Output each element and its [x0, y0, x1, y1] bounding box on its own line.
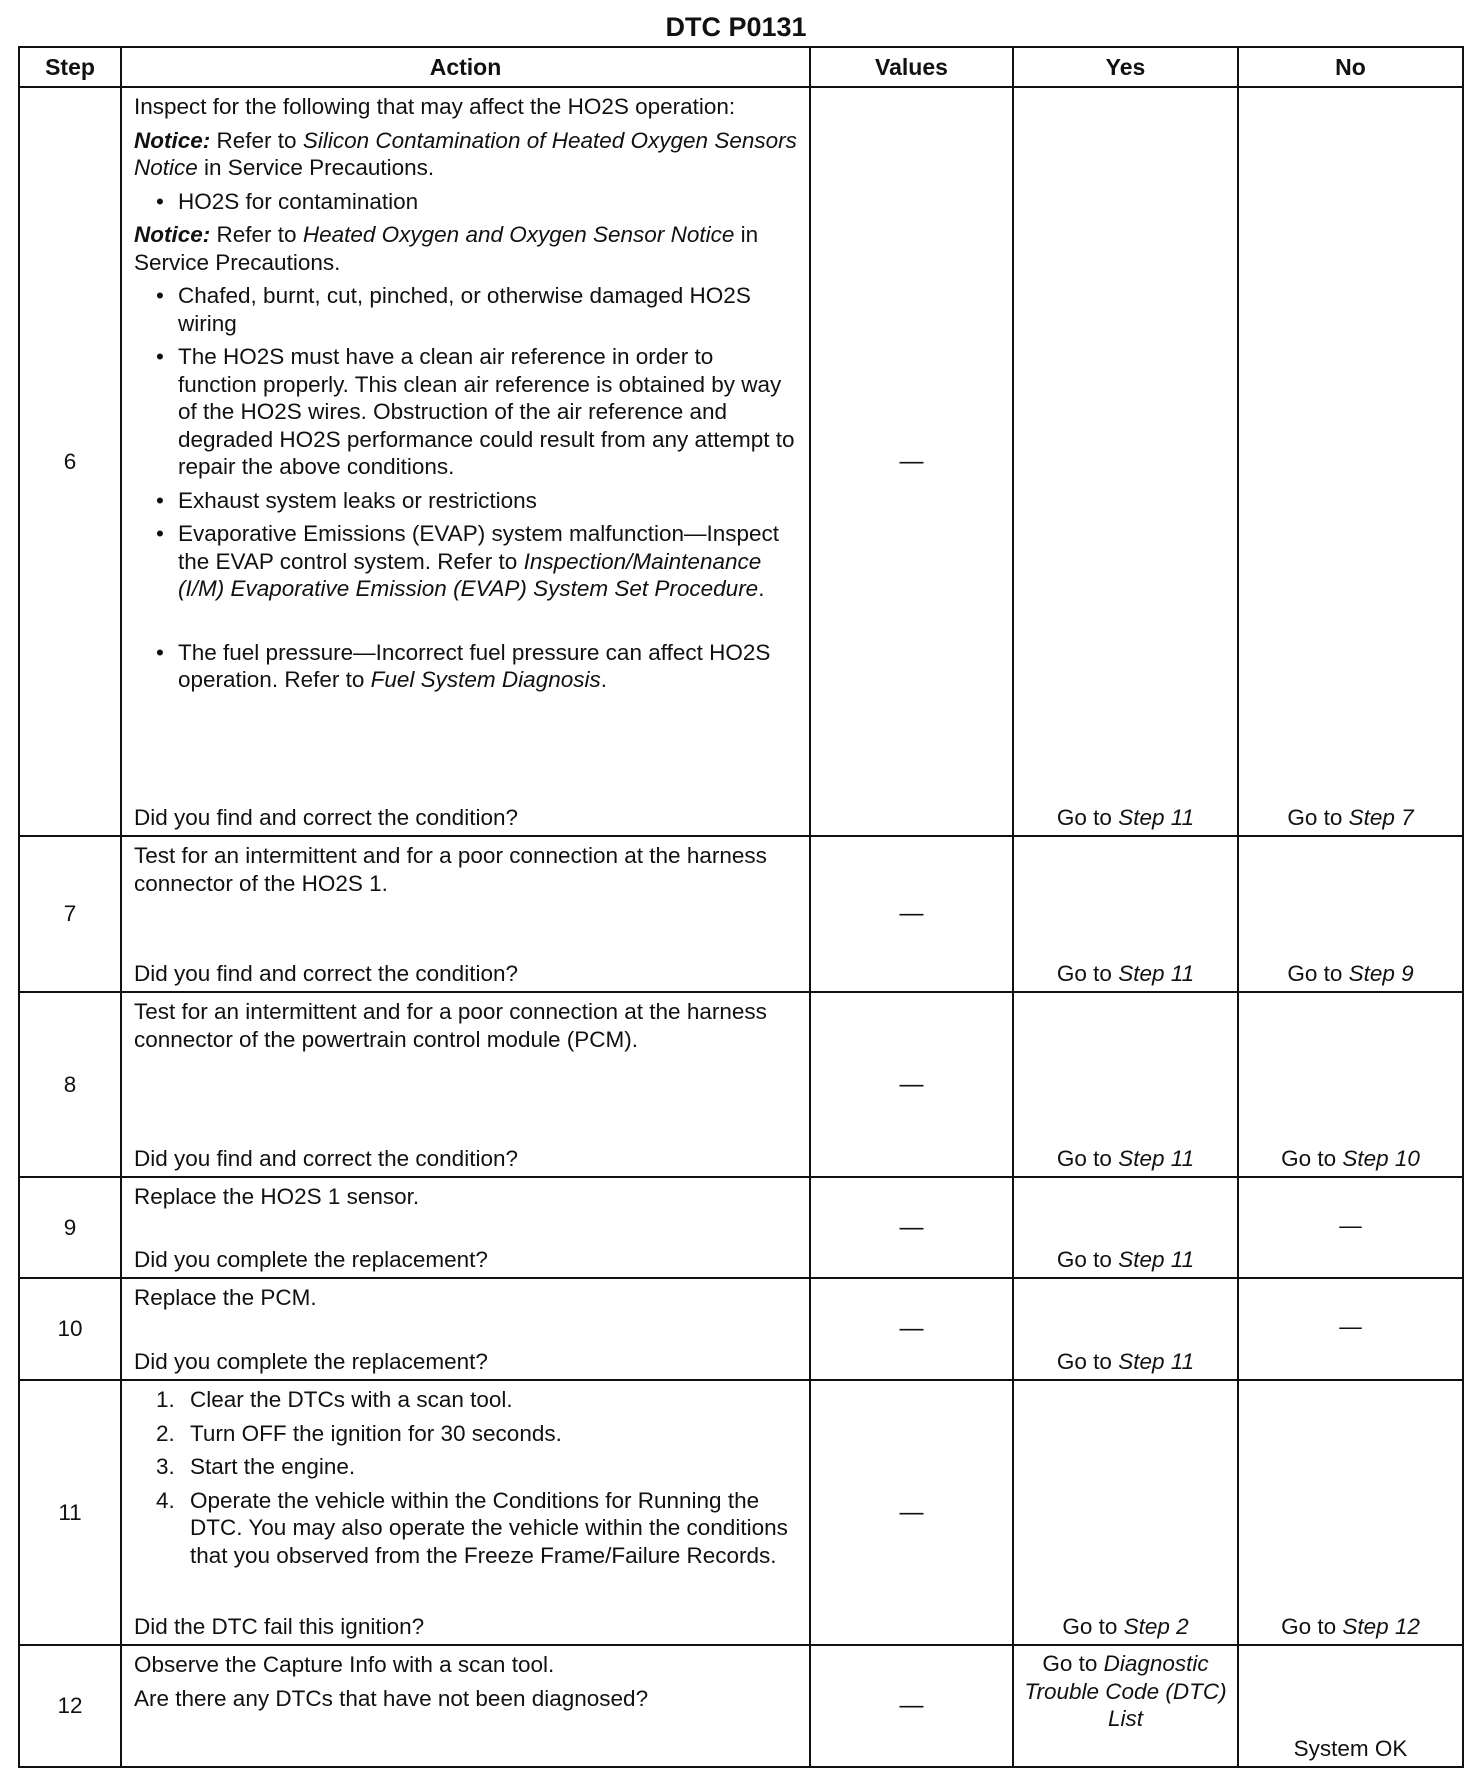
list-item — [156, 1420, 797, 1448]
item-text: Clear the DTCs with a scan tool. — [190, 1387, 513, 1412]
list-item — [156, 1453, 797, 1481]
go-to-text: Go to — [1281, 1145, 1337, 1171]
no-step-link[interactable]: Step 12 — [1342, 1613, 1420, 1639]
header-action: Action — [121, 47, 810, 87]
no-cell: — — [1238, 1177, 1463, 1278]
yes-step-link[interactable]: Step 11 — [1118, 1246, 1195, 1272]
list-item: • Evaporative Emissions (EVAP) system malfunction—Inspect the EVAP control system. Refer to Inspection/Maintenance (I/M) Evaporative Emission (EVAP) System Set Procedure. — [178, 520, 797, 603]
yes-step-link[interactable]: Step 11 — [1118, 1145, 1195, 1171]
yes-cell[interactable] — [1013, 1380, 1238, 1645]
item-text: Start the engine. — [190, 1454, 356, 1479]
go-to-text: Go to — [1056, 1246, 1112, 1272]
header-no: No — [1238, 47, 1463, 87]
no-cell[interactable] — [1238, 1380, 1463, 1645]
numbered-list — [134, 1386, 797, 1569]
go-to-text: Go to — [1287, 804, 1343, 830]
go-to-text: Go to — [1056, 804, 1112, 830]
step-number: 10 — [19, 1278, 121, 1380]
question: Did you complete the replacement? — [134, 1348, 488, 1374]
bullet-list — [134, 188, 797, 216]
header-yes: Yes — [1013, 47, 1238, 87]
no-cell[interactable] — [1238, 992, 1463, 1177]
table-row — [19, 1278, 1463, 1380]
item-number: 1. — [156, 1387, 175, 1412]
list-item: • Exhaust system leaks or restrictions — [178, 487, 797, 515]
yes-cell[interactable] — [1013, 1278, 1238, 1380]
notice-text: Refer to — [216, 127, 297, 153]
notice-reference[interactable]: Silicon Contamination of Heated Oxygen Sensors Notice — [134, 127, 797, 180]
action-cell — [121, 836, 810, 992]
value-cell: — — [810, 1380, 1013, 1645]
value-cell: — — [810, 992, 1013, 1177]
yes-cell[interactable] — [1013, 87, 1238, 836]
action-cell — [121, 992, 810, 1177]
item-number: 3. — [156, 1454, 175, 1479]
item-text: Operate the vehicle within the Conditions for Running the DTC. You may also operate the vehicle within the conditions that you observed from the Freeze Frame/Failure Records. — [190, 1487, 788, 1568]
step-number: 9 — [19, 1177, 121, 1278]
notice-text: in Service Precautions. — [134, 222, 759, 275]
action-cell — [121, 1278, 810, 1380]
question: Did you complete the replacement? — [134, 1246, 488, 1272]
page-title: DTC P0131 — [665, 12, 807, 42]
action-cell — [121, 1380, 810, 1645]
list-item-text: The fuel pressure—Incorrect fuel pressure can affect HO2S operation. Refer to — [178, 639, 771, 692]
action-text: Test for an intermittent and for a poor connection at the harness connector of the HO2S 1. — [134, 843, 767, 896]
question: Are there any DTCs that have not been diagnosed? — [134, 1685, 649, 1711]
go-to-text: Go to — [1056, 1145, 1112, 1171]
notice-text: in Service Precautions. — [204, 155, 435, 180]
question: Did the DTC fail this ignition? — [134, 1613, 425, 1639]
value-cell: — — [810, 1177, 1013, 1278]
action-cell — [121, 1177, 810, 1278]
bullet-list — [134, 282, 797, 694]
no-cell[interactable] — [1238, 836, 1463, 992]
notice-text: Refer to — [216, 222, 297, 247]
no-step-link[interactable]: Step 7 — [1348, 804, 1414, 830]
question: Did you find and correct the condition? — [134, 804, 518, 830]
notice-reference[interactable]: Heated Oxygen and Oxygen Sensor Notice — [302, 222, 735, 247]
header-step: Step — [19, 47, 121, 87]
go-to-text: Go to — [1281, 1613, 1337, 1639]
list-item: • Chafed, burnt, cut, pinched, or otherwise damaged HO2S wiring — [178, 282, 797, 337]
yes-step-link[interactable]: Step 2 — [1123, 1613, 1189, 1639]
yes-cell[interactable] — [1013, 836, 1238, 992]
step-number: 11 — [19, 1380, 121, 1645]
list-item: • The HO2S must have a clean air reference in order to function properly. This clean air reference is obtained by way of the HO2S wires. Obstruction of the air reference and degraded HO2S performance could result from any attempt to repair the above conditions. — [178, 343, 797, 481]
table-row — [19, 1645, 1463, 1767]
notice — [134, 221, 797, 276]
header-values: Values — [810, 47, 1013, 87]
yes-cell[interactable] — [1013, 992, 1238, 1177]
action-text: Replace the PCM. — [134, 1285, 317, 1310]
procedure-reference[interactable]: Fuel System Diagnosis — [370, 667, 601, 692]
yes-cell[interactable] — [1013, 1177, 1238, 1278]
table-row — [19, 836, 1463, 992]
no-step-link[interactable]: Step 10 — [1342, 1145, 1420, 1171]
question: Did you find and correct the condition? — [134, 960, 518, 986]
item-number: 4. — [156, 1487, 175, 1513]
yes-step-link[interactable]: Diagnostic Trouble Code (DTC) List — [1024, 1651, 1227, 1731]
no-cell: — — [1238, 1278, 1463, 1380]
go-to-text: Go to — [1056, 960, 1112, 986]
item-number: 2. — [156, 1420, 175, 1446]
notice-label: Notice: — [134, 222, 211, 247]
procedure-reference[interactable]: Inspection/Maintenance (I/M) Evaporative Emission (EVAP) System Set Procedure — [178, 548, 762, 601]
list-item: • The fuel pressure—Incorrect fuel pressure can affect HO2S operation. Refer to Fuel System Diagnosis. — [178, 639, 797, 694]
go-to-text: Go to — [1287, 960, 1343, 986]
notice-label: Notice: — [134, 127, 211, 153]
no-step-link[interactable]: Step 9 — [1348, 960, 1414, 986]
yes-step-link[interactable]: Step 11 — [1118, 804, 1195, 830]
step-number: 12 — [19, 1645, 121, 1767]
notice — [134, 127, 797, 182]
table-row — [19, 1177, 1463, 1278]
list-item — [156, 1386, 797, 1414]
yes-cell[interactable] — [1013, 1645, 1238, 1767]
header-row — [19, 47, 1463, 87]
list-item — [156, 1487, 797, 1570]
no-cell[interactable] — [1238, 87, 1463, 836]
table-row — [19, 1380, 1463, 1645]
go-to-text: Go to — [1056, 1348, 1112, 1374]
yes-step-link[interactable]: Step 11 — [1118, 960, 1195, 986]
step-number: 7 — [19, 836, 121, 992]
table-row — [19, 992, 1463, 1177]
step-number: 6 — [19, 87, 121, 836]
action-text: Test for an intermittent and for a poor connection at the harness connector of the powertrain control module (PCM). — [134, 999, 767, 1052]
diagnostic-table — [18, 46, 1464, 1768]
table-row — [19, 87, 1463, 836]
value-cell: — — [810, 87, 1013, 836]
value-cell: — — [810, 836, 1013, 992]
no-cell: System OK — [1238, 1645, 1463, 1767]
question: Did you find and correct the condition? — [134, 1145, 518, 1171]
item-text: Turn OFF the ignition for 30 seconds. — [190, 1420, 562, 1446]
action-text: Replace the HO2S 1 sensor. — [134, 1184, 420, 1209]
action-cell — [121, 87, 810, 836]
action-text: Observe the Capture Info with a scan tool. — [134, 1652, 555, 1677]
action-text: Inspect for the following that may affect the HO2S operation: — [134, 94, 736, 119]
go-to-text: Go to — [1042, 1651, 1098, 1676]
step-number: 8 — [19, 992, 121, 1177]
value-cell: — — [810, 1645, 1013, 1767]
value-cell: — — [810, 1278, 1013, 1380]
action-cell — [121, 1645, 810, 1767]
go-to-text: Go to — [1062, 1613, 1118, 1639]
yes-step-link[interactable]: Step 11 — [1118, 1348, 1195, 1374]
list-item: • HO2S for contamination — [178, 188, 797, 216]
list-item-text: Evaporative Emissions (EVAP) system malfunction—Inspect the EVAP control system. Refer to — [178, 521, 780, 574]
